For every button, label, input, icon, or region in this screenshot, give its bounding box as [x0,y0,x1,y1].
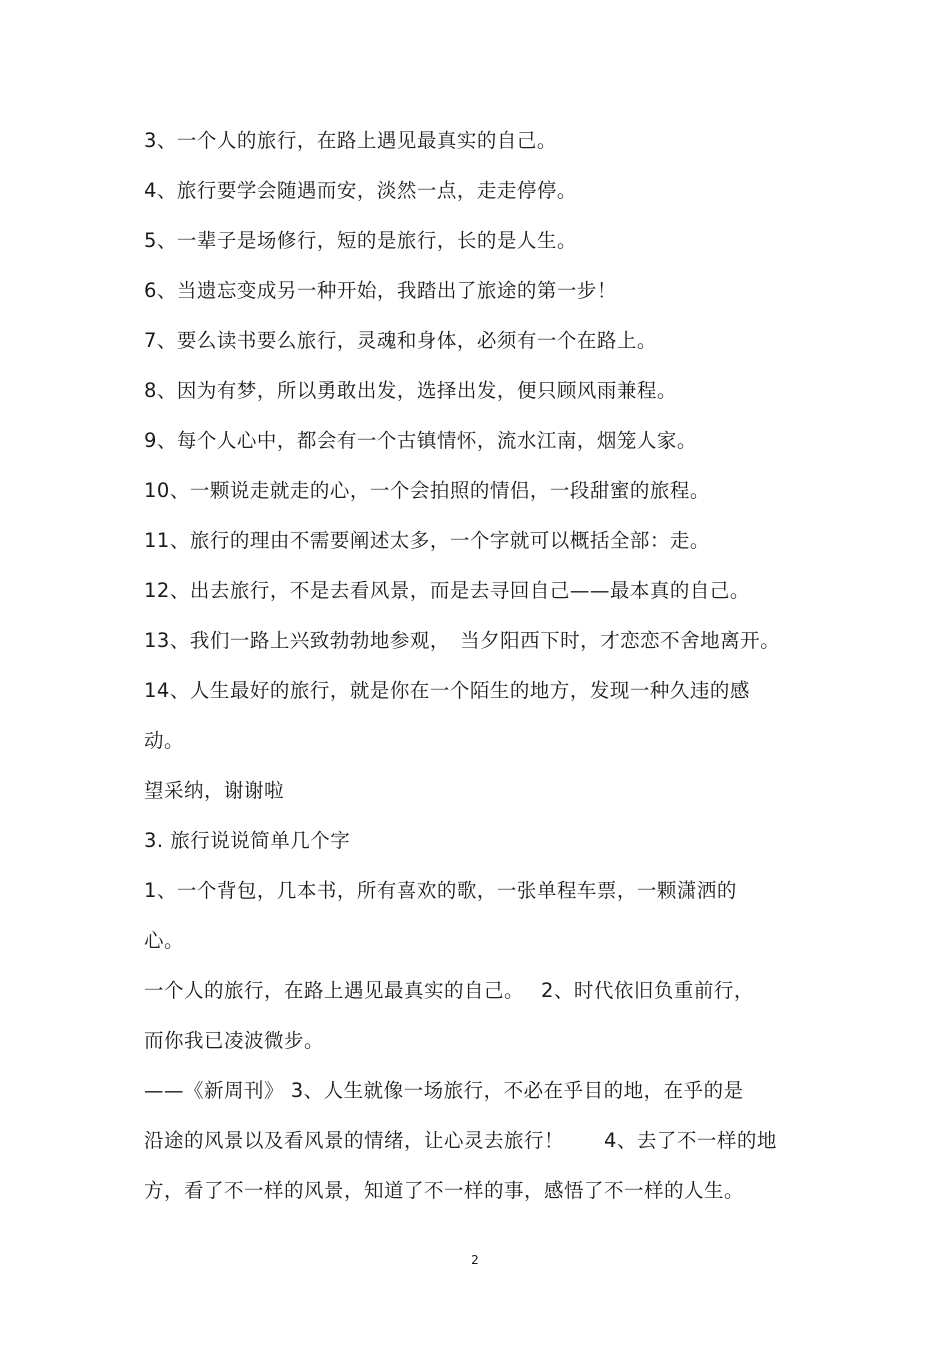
text-line-11: 13、我们一路上兴致勃勃地参观， 当夕阳西下时，才恋恋不舍地离开。 [144,629,781,652]
text-line-3: 5、一辈子是场修行，短的是旅行，长的是人生。 [144,229,577,252]
text-line-14: 望采纳，谢谢啦 [144,779,285,802]
text-line-18: 一个人的旅行，在路上遇见最真实的自己。 2、时代依旧负重前行， [144,979,754,1002]
text-line-21: 沿途的风景以及看风景的情绪，让心灵去旅行！ 4、去了不一样的地 [144,1129,777,1152]
text-line-20: ——《新周刊》 3、人生就像一场旅行，不必在乎目的地，在乎的是 [144,1079,744,1102]
text-line-22: 方，看了不一样的风景，知道了不一样的事，感悟了不一样的人生。 [144,1179,745,1202]
text-line-7: 9、每个人心中，都会有一个古镇情怀，流水江南，烟笼人家。 [144,429,697,452]
text-line-1: 3、一个人的旅行，在路上遇见最真实的自己。 [144,129,557,152]
text-line-6: 8、因为有梦，所以勇敢出发，选择出发，便只顾风雨兼程。 [144,379,677,402]
text-line-19: 而你我已凌波微步。 [144,1029,325,1052]
text-line-16: 1、一个背包，几本书，所有喜欢的歌，一张单程车票，一颗潇洒的 [144,879,737,902]
text-line-17: 心。 [144,929,185,952]
text-line-13: 动。 [144,729,185,752]
text-line-2: 4、旅行要学会随遇而安，淡然一点，走走停停。 [144,179,577,202]
text-line-4: 6、当遗忘变成另一种开始，我踏出了旅途的第一步！ [144,279,617,302]
section-heading: 3. 旅行说说简单几个字 [144,829,351,852]
text-line-10: 12、出去旅行，不是去看风景，而是去寻回自己——最本真的自己。 [144,579,750,602]
text-line-12: 14、人生最好的旅行，就是你在一个陌生的地方，发现一种久违的感 [144,679,750,702]
page-number: 2 [471,1253,479,1267]
text-line-8: 10、一颗说走就走的心，一个会拍照的情侣，一段甜蜜的旅程。 [144,479,710,502]
text-line-9: 11、旅行的理由不需要阐述太多，一个字就可以概括全部：走。 [144,529,710,552]
text-line-5: 7、要么读书要么旅行，灵魂和身体，必须有一个在路上。 [144,329,657,352]
